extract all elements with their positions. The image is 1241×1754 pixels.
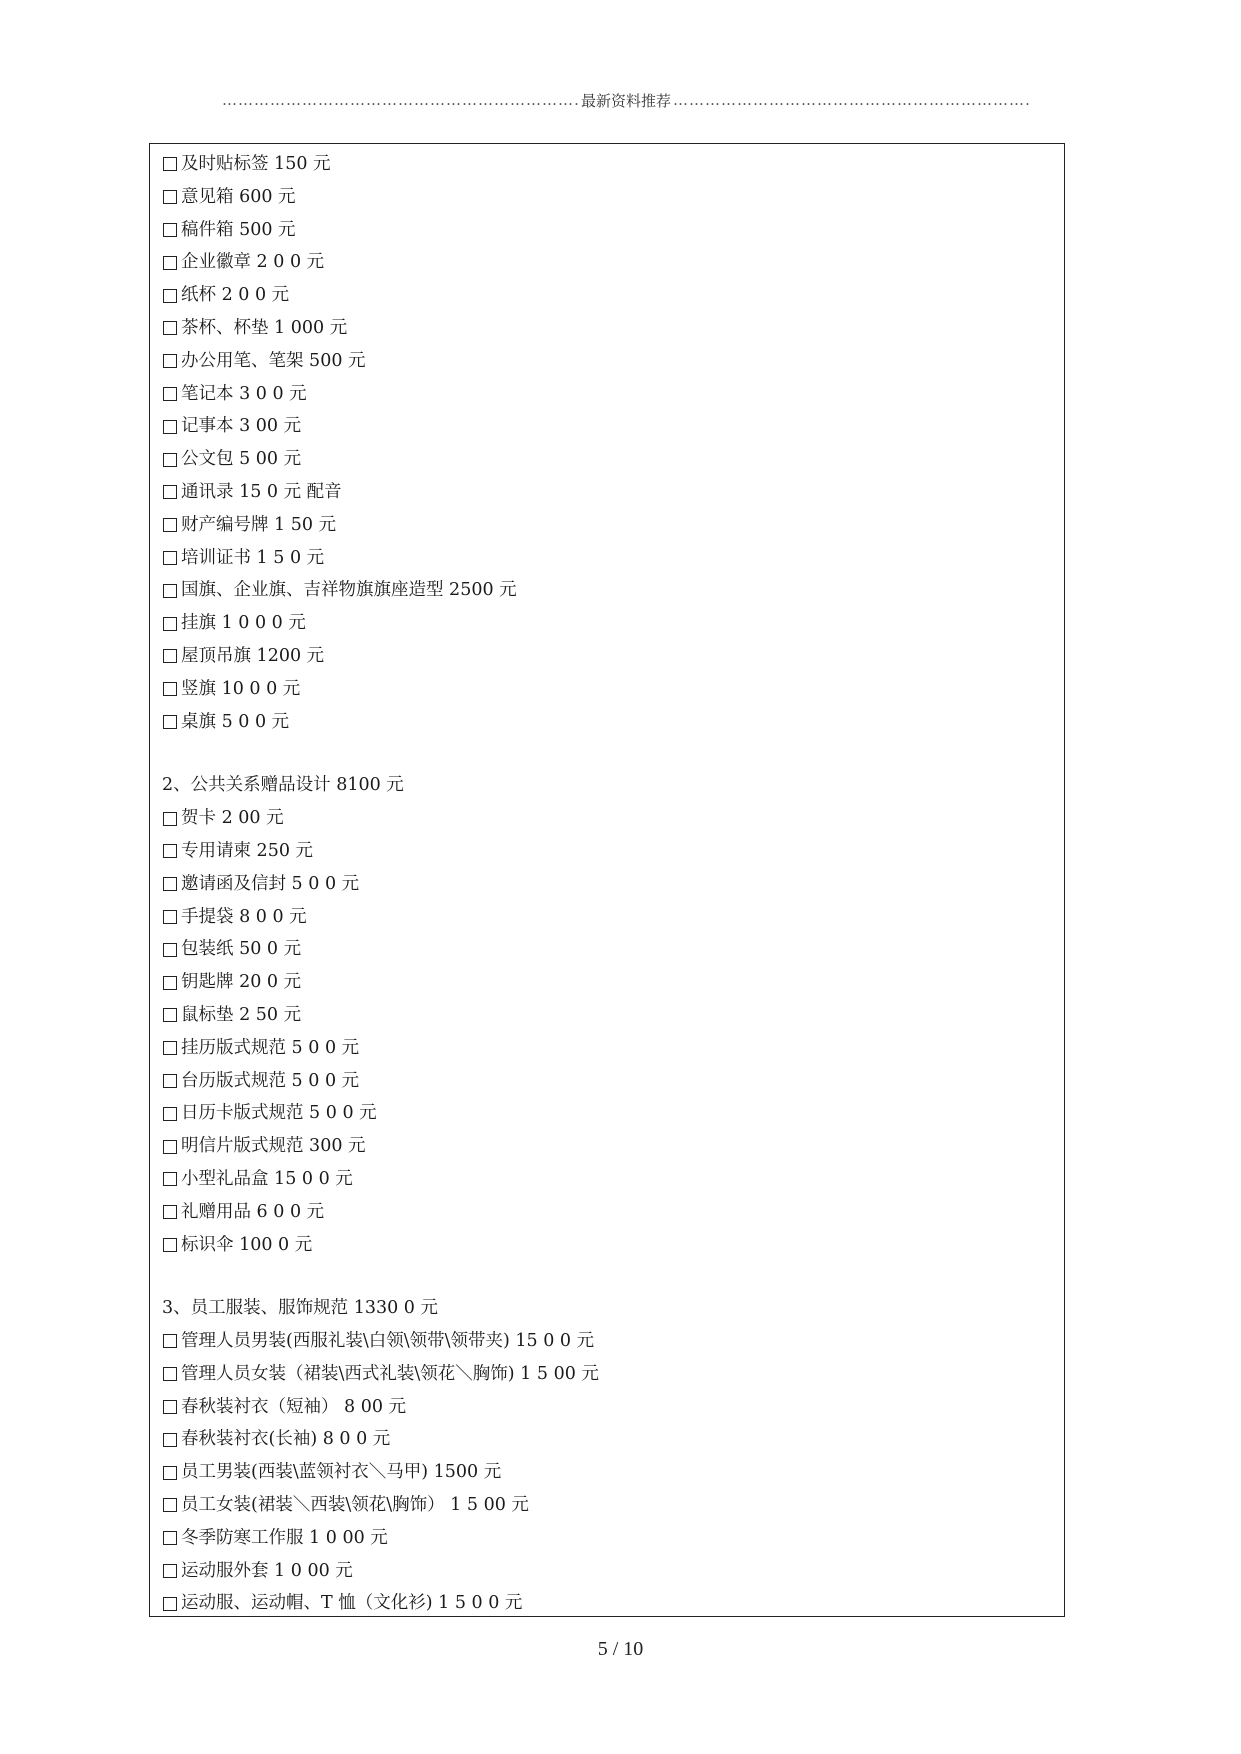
checkbox[interactable] — [163, 289, 177, 303]
checkbox[interactable] — [163, 1400, 177, 1414]
checklist-item-label: 日历卡版式规范 5 0 0 元 — [181, 1103, 377, 1124]
section-3-items — [162, 1325, 1042, 1620]
checklist-item-label: 明信片版式规范 300 元 — [181, 1136, 366, 1157]
spacer — [162, 738, 1042, 769]
checkbox[interactable] — [163, 551, 177, 565]
checklist-item — [162, 835, 1042, 868]
section-3-title: 3、员工服装、服饰规范 1330 0 元 — [162, 1298, 438, 1319]
checkbox[interactable] — [163, 1564, 177, 1578]
checkbox[interactable] — [163, 715, 177, 729]
checkbox[interactable] — [163, 1041, 177, 1055]
checklist-item-label: 礼赠用品 6 0 0 元 — [181, 1201, 325, 1222]
checklist-item-label: 挂旗 1 0 0 0 元 — [181, 613, 306, 634]
checklist-item — [162, 378, 1042, 411]
checklist-item — [162, 1032, 1042, 1065]
checklist-item — [162, 999, 1042, 1032]
checklist-item — [162, 1587, 1042, 1620]
checkbox[interactable] — [163, 910, 177, 924]
checkbox[interactable] — [163, 943, 177, 957]
checklist-item-label: 国旗、企业旗、吉祥物旗旗座造型 2500 元 — [181, 580, 517, 601]
checkbox[interactable] — [163, 1334, 177, 1348]
checklist-item — [162, 1555, 1042, 1588]
checklist-item-label: 屋顶吊旗 1200 元 — [181, 645, 325, 666]
checklist-item-label: 办公用笔、笔架 500 元 — [181, 350, 366, 371]
checklist-item — [162, 640, 1042, 673]
checkbox[interactable] — [163, 321, 177, 335]
checklist-item — [162, 901, 1042, 934]
checklist-item — [162, 1229, 1042, 1262]
checkbox[interactable] — [163, 1172, 177, 1186]
checklist-item-label: 笔记本 3 0 0 元 — [181, 383, 307, 404]
checkbox[interactable] — [163, 354, 177, 368]
checklist-item — [162, 673, 1042, 706]
checklist-item — [162, 542, 1042, 575]
checklist-item-label: 专用请柬 250 元 — [181, 840, 314, 861]
item-list — [162, 148, 1042, 1620]
checklist-item — [162, 966, 1042, 999]
checklist-item-label: 手提袋 8 0 0 元 — [181, 906, 307, 927]
checkbox[interactable] — [163, 584, 177, 598]
checklist-item-label: 管理人员男装(西服礼装\白领\领带\领带夹) 15 0 0 元 — [181, 1331, 595, 1352]
header-title: 最新资料推荐 — [581, 91, 672, 110]
checklist-item — [162, 1522, 1042, 1555]
checkbox[interactable] — [163, 1367, 177, 1381]
checkbox[interactable] — [163, 1597, 177, 1611]
checklist-item — [162, 1196, 1042, 1229]
checklist-item-label: 及时贴标签 150 元 — [181, 154, 331, 174]
checkbox[interactable] — [163, 1498, 177, 1512]
checkbox[interactable] — [163, 1466, 177, 1480]
page-header — [222, 88, 1030, 112]
checklist-item — [162, 181, 1042, 214]
checklist-item — [162, 312, 1042, 345]
checklist-item-label: 桌旗 5 0 0 元 — [181, 711, 290, 732]
checkbox[interactable] — [163, 485, 177, 499]
checkbox[interactable] — [163, 1008, 177, 1022]
checklist-item-label: 台历版式规范 5 0 0 元 — [181, 1070, 360, 1091]
checkbox[interactable] — [163, 1205, 177, 1219]
checkbox[interactable] — [163, 649, 177, 663]
checklist-item-label: 鼠标垫 2 50 元 — [181, 1004, 302, 1025]
checklist-item — [162, 279, 1042, 312]
checkbox[interactable] — [163, 453, 177, 467]
checkbox[interactable] — [163, 877, 177, 891]
section-2-items — [162, 802, 1042, 1261]
checklist-item-label: 春秋装衬衣（短袖） 8 00 元 — [181, 1396, 407, 1417]
checklist-item-label: 企业徽章 2 0 0 元 — [181, 252, 325, 273]
checklist-item-label: 稿件箱 500 元 — [181, 219, 296, 240]
checklist-item — [162, 1325, 1042, 1358]
checklist-item — [162, 443, 1042, 476]
checklist-item-label: 员工男装(西装\蓝领衬衣＼马甲) 1500 元 — [181, 1462, 502, 1483]
group-1-items — [162, 148, 1042, 738]
checklist-item — [162, 1163, 1042, 1196]
spacer — [162, 1261, 1042, 1292]
checklist-item-label: 公文包 5 00 元 — [181, 449, 302, 470]
checkbox[interactable] — [163, 1074, 177, 1088]
checklist-item-label: 小型礼品盒 15 0 0 元 — [181, 1168, 353, 1189]
checklist-item — [162, 345, 1042, 378]
checklist-item-label: 包装纸 50 0 元 — [181, 939, 302, 960]
checkbox[interactable] — [163, 1107, 177, 1121]
checklist-item — [162, 1130, 1042, 1163]
checkbox[interactable] — [163, 682, 177, 696]
checklist-item-label: 冬季防寒工作服 1 0 00 元 — [181, 1527, 388, 1548]
checklist-item-label: 管理人员女装（裙装\西式礼装\领花＼胸饰) 1 5 00 元 — [181, 1363, 599, 1384]
checklist-item-label: 纸杯 2 0 0 元 — [181, 285, 290, 306]
checkbox[interactable] — [163, 157, 177, 171]
checklist-item-label: 贺卡 2 00 元 — [181, 808, 284, 829]
checklist-item-label: 通讯录 15 0 元 配音 — [181, 481, 342, 502]
checklist-item — [162, 476, 1042, 509]
checklist-item — [162, 509, 1042, 542]
checklist-item — [162, 1456, 1042, 1489]
checklist-item — [162, 802, 1042, 835]
checklist-item — [162, 1358, 1042, 1391]
checklist-item — [162, 410, 1042, 443]
checklist-item-label: 邀请函及信封 5 0 0 元 — [181, 873, 360, 894]
checklist-item-label: 标识伞 100 0 元 — [181, 1234, 313, 1255]
section-2-title: 2、公共关系赠品设计 8100 元 — [162, 775, 404, 796]
checkbox[interactable] — [163, 387, 177, 401]
header-dots-left — [222, 91, 579, 109]
checklist-item — [162, 148, 1042, 181]
checkbox[interactable] — [163, 1433, 177, 1447]
checkbox[interactable] — [163, 256, 177, 270]
checkbox[interactable] — [163, 844, 177, 858]
checklist-item-label: 竖旗 10 0 0 元 — [181, 678, 301, 699]
checkbox[interactable] — [163, 1531, 177, 1545]
checklist-item-label: 员工女装(裙装＼西装\领花\胸饰） 1 5 00 元 — [181, 1495, 529, 1516]
checklist-item-label: 运动服外套 1 0 00 元 — [181, 1560, 353, 1581]
checkbox[interactable] — [163, 190, 177, 204]
checklist-item — [162, 933, 1042, 966]
header-dots-right — [673, 91, 1030, 109]
checklist-item — [162, 1065, 1042, 1098]
checklist-item-label: 挂历版式规范 5 0 0 元 — [181, 1037, 360, 1058]
checklist-item — [162, 1423, 1042, 1456]
checklist-item — [162, 1391, 1042, 1424]
checklist-item-label: 钥匙牌 20 0 元 — [181, 972, 302, 993]
checkbox[interactable] — [163, 617, 177, 631]
checklist-item-label: 财产编号牌 1 50 元 — [181, 514, 337, 535]
checklist-item-label: 意见箱 600 元 — [181, 186, 296, 207]
checklist-item-label: 春秋装衬衣(长袖) 8 0 0 元 — [181, 1429, 391, 1450]
checklist-item — [162, 607, 1042, 640]
checklist-item-label: 运动服、运动帽、T 恤（文化衫) 1 5 0 0 元 — [181, 1593, 523, 1614]
checklist-item — [162, 868, 1042, 901]
checklist-item — [162, 574, 1042, 607]
checkbox[interactable] — [163, 518, 177, 532]
checkbox[interactable] — [163, 420, 177, 434]
checklist-item-label: 茶杯、杯垫 1 000 元 — [181, 317, 348, 338]
checkbox[interactable] — [163, 223, 177, 237]
checkbox[interactable] — [163, 976, 177, 990]
page-number: 5 / 10 — [597, 1638, 644, 1660]
checkbox[interactable] — [163, 812, 177, 826]
checklist-item — [162, 246, 1042, 279]
checklist-item-label: 记事本 3 00 元 — [181, 416, 302, 437]
checklist-item — [162, 1489, 1042, 1522]
checkbox[interactable] — [163, 1238, 177, 1252]
checklist-item-label: 培训证书 1 5 0 元 — [181, 547, 325, 568]
checklist-item — [162, 214, 1042, 247]
checkbox[interactable] — [163, 1140, 177, 1154]
checklist-item — [162, 706, 1042, 739]
checklist-item — [162, 1097, 1042, 1130]
